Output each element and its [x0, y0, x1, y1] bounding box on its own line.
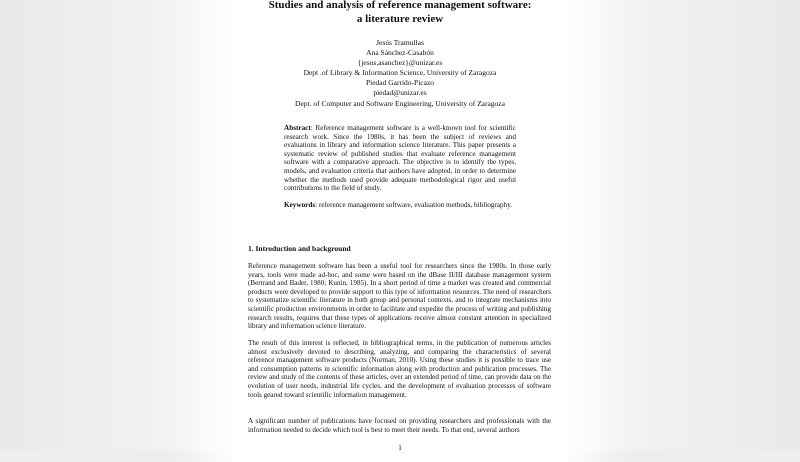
paper-title: [232, 0, 568, 26]
paper-title-line-2: a literature review: [356, 13, 444, 25]
section-heading: 1. Introduction and background: [248, 244, 351, 253]
body-paragraph: The result of this interest is reflected, in bibliographical terms, in the publication of numerous articles almost exclusively devoted to describing, analyzing, and comparing the characteristics of several reference management software products (Norman, 2010). Using these studies it is possible to trace use and consumption patterns in scientific information along with production and publication processes. The review and study of the contents of these articles, over an extended period of time, can provide data on the evolution of user needs, industrial life cycles, and the development of evaluation processes of software tools geared toward scientific information management.: [248, 339, 551, 399]
page-number: 1: [398, 443, 402, 452]
author-line: Jesús Tramullas: [376, 38, 424, 47]
viewer-background-right: [570, 0, 800, 450]
author-line: Piedad Garrido-Picazo: [365, 78, 435, 88]
abstract-text: : Reference management software is a well-known tool for scientific research work. Since the 1980s, it has been the subject of reviews and evaluations in library and information science literature. This paper presents a systematic review of published studies that evaluate reference management software with a comparative approach. The objective is to identify the types, models, and evaluation criteria that authors have adopted, in order to determine whether the methods used provide adequate methodological rigor and useful contributions to the field of study.: [284, 124, 516, 193]
author-affiliation: Dept. of Computer and Software Engineering, University of Zaragoza: [295, 98, 505, 108]
body-paragraph: Reference management software has been a useful tool for researchers since the 1980s. In those early years, tools were made ad-hoc, and some were based on the dBase II/III database management system (Bertrand and Bader, 1980; Kunin, 1985). In a short period of time a market was created and commercial products were developed to provide support to this type of information resources. The need of researchers to systematize scientific literature in both group and personal contexts, and to integrate mechanisms into scientific production environments in order to facilitate and expedite the process of writing and publishing research results, requires that these types of applications receive almost constant attention in specialized library and information science literature.: [248, 262, 551, 331]
paper-title-line-1: Studies and analysis of reference management software:: [268, 0, 532, 11]
author-block: [232, 38, 568, 109]
keywords-text: : reference management software, evaluation methods, bibliography.: [315, 201, 513, 209]
author-affiliation: Dept .of Library & Information Science, University of Zaragoza: [303, 68, 497, 78]
document-page: [232, 0, 568, 462]
abstract: [284, 124, 516, 193]
keywords-label: Keywords: [284, 201, 316, 209]
author-email: {jesus,asanchez}@unizar.es: [357, 58, 443, 68]
abstract-label: Abstract: [284, 124, 311, 132]
author-email: piedad@unizar.es: [373, 88, 427, 98]
viewer-background-left: [0, 0, 230, 450]
keywords: [284, 201, 516, 210]
body-paragraph: A significant number of publications have focused on providing researchers and professionals with the information needed to decide which tool is best to meet their needs. To that end, several authors: [248, 417, 551, 434]
author-line: Ana Sánchez-Casabón: [366, 48, 434, 58]
